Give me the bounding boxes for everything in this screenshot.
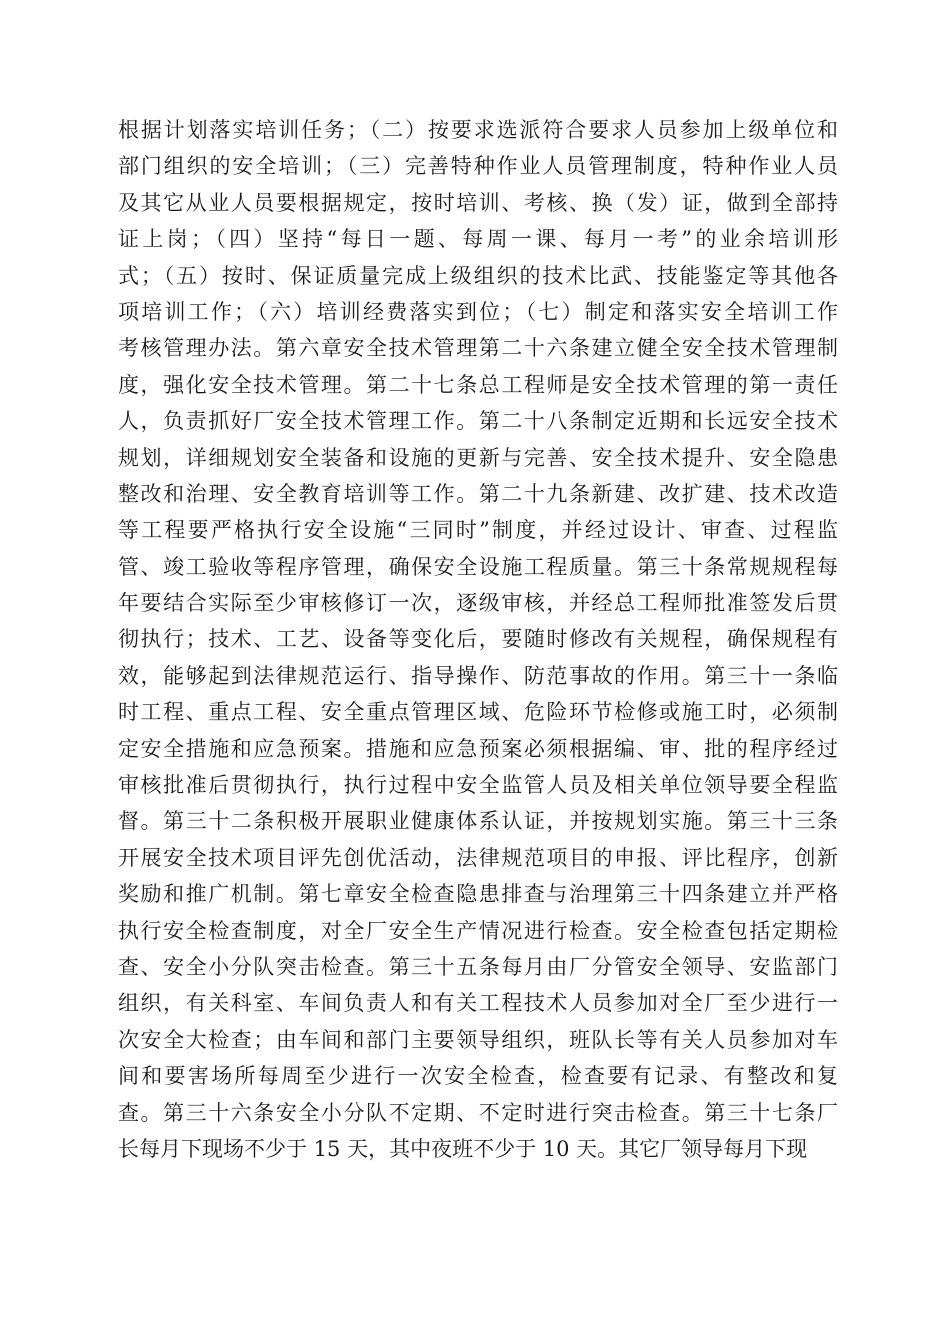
text-line: 间和要害场所每周至少进行一次安全检查，检查要有记录、有整改和复 [118,1064,838,1089]
text-line: 人，负责抓好厂安全技术管理工作。第二十八条制定近期和长远安全技术 [118,409,838,434]
text-line: 彻执行；技术、工艺、设备等变化后，要随时修改有关规程，确保规程有 [118,627,838,652]
text-line: 部门组织的安全培训；（三）完善特种作业人员管理制度，特种作业人员 [118,154,838,179]
text-line: 时工程、重点工程、安全重点管理区域、危险环节检修或施工时，必须制 [118,700,838,725]
text-line: 证上岗；（四）坚持“每日一题、每周一课、每月一考”的业余培训形 [118,227,838,252]
text-line: 年要结合实际至少审核修订一次，逐级审核，并经总工程师批准签发后贯 [118,591,838,616]
text-line: 等工程要严格执行安全设施“三同时”制度，并经过设计、审查、过程监 [118,518,838,543]
text-line: 定安全措施和应急预案。措施和应急预案必须根据编、审、批的程序经过 [118,736,838,761]
body-text [118,112,838,1167]
text-line: 项培训工作；（六）培训经费落实到位；（七）制定和落实安全培训工作 [118,299,838,324]
text-line: 长每月下现场不少于 15 天，其中夜班不少于 10 天。其它厂领导每月下现 [118,1136,808,1161]
text-line: 组织，有关科室、车间负责人和有关工程技术人员参加对全厂至少进行一 [118,991,838,1016]
text-line: 整改和治理、安全教育培训等工作。第二十九条新建、改扩建、技术改造 [118,481,838,506]
text-line: 奖励和推广机制。第七章安全检查隐患排查与治理第三十四条建立并严格 [118,882,838,907]
text-line: 式；（五）按时、保证质量完成上级组织的技术比武、技能鉴定等其他各 [118,263,838,288]
text-line: 及其它从业人员要根据规定，按时培训、考核、换（发）证，做到全部持 [118,190,838,215]
text-line: 管、竣工验收等程序管理，确保安全设施工程质量。第三十条常规规程每 [118,554,838,579]
text-line: 开展安全技术项目评先创优活动，法律规范项目的申报、评比程序，创新 [118,845,838,870]
text-line: 督。第三十二条积极开展职业健康体系认证，并按规划实施。第三十三条 [118,809,838,834]
text-line: 根据计划落实培训任务；（二）按要求选派符合要求人员参加上级单位和 [118,118,838,142]
text-line: 执行安全检查制度，对全厂安全生产情况进行检查。安全检查包括定期检 [118,918,838,943]
text-line: 效，能够起到法律规范运行、指导操作、防范事故的作用。第三十一条临 [118,663,838,688]
text-line: 查。第三十六条安全小分队不定期、不定时进行突击检查。第三十七条厂 [118,1100,838,1125]
text-line: 查、安全小分队突击检查。第三十五条每月由厂分管安全领导、安监部门 [118,954,838,979]
text-line: 考核管理办法。第六章安全技术管理第二十六条建立健全安全技术管理制 [118,336,838,361]
text-line: 审核批准后贯彻执行，执行过程中安全监管人员及相关单位领导要全程监 [118,773,838,798]
text-line: 次安全大检查；由车间和部门主要领导组织，班队长等有关人员参加对车 [118,1027,838,1052]
text-line: 度，强化安全技术管理。第二十七条总工程师是安全技术管理的第一责任 [118,372,838,397]
text-line: 规划，详细规划安全装备和设施的更新与完善、安全技术提升、安全隐患 [118,445,838,470]
